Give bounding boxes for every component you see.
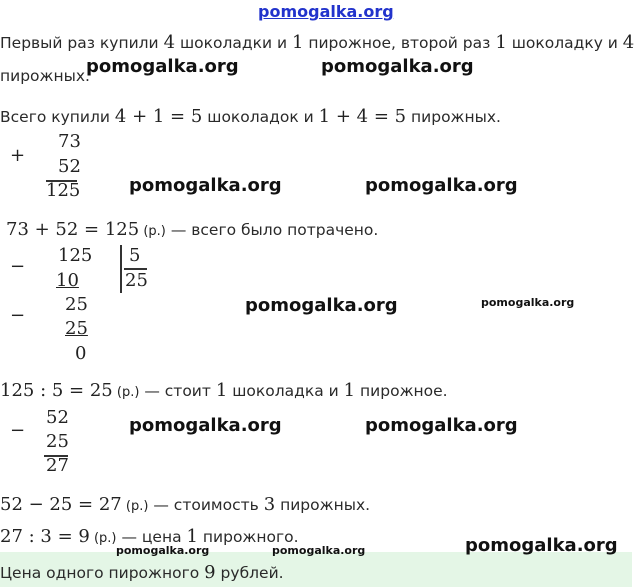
unit-label: (р.) [139, 224, 166, 239]
minus-sign: − [10, 305, 26, 326]
remainder-step: 25 [65, 294, 88, 315]
subtraction-text: — стоимость [148, 496, 264, 514]
minus-sign: − [10, 420, 26, 441]
math-number: 9 [204, 562, 216, 583]
unit-label: (р.) [112, 385, 140, 400]
difference: 27 [46, 455, 69, 476]
intro-text: шоколадки и [175, 34, 292, 52]
minus-sign: − [10, 256, 26, 277]
partial-subtrahend: 25 [65, 318, 88, 339]
division-bar [120, 245, 122, 293]
intro-line-2: пирожных. [0, 67, 90, 85]
watermark: pomogalka.org [365, 415, 518, 436]
intro-line-1 [0, 32, 634, 53]
division-text: пирожное. [355, 382, 448, 400]
price-text: пирожного. [197, 528, 299, 546]
math-expression: 73 + 52 = 125 [6, 219, 140, 240]
watermark: pomogalka.org [86, 56, 239, 77]
answer-text: Цена одного пирожного [0, 564, 205, 582]
minuend: 52 [46, 407, 69, 428]
watermark-small: pomogalka.org [272, 544, 366, 557]
addend-top: 73 [58, 131, 81, 152]
math-expression: 1 + 4 = 5 [318, 106, 407, 127]
sum-result: 125 [46, 180, 81, 201]
math-expression: 4 + 1 = 5 [114, 106, 203, 127]
watermark: pomogalka.org [465, 535, 618, 556]
sum-line [6, 219, 378, 240]
watermark: pomogalka.org [129, 415, 282, 436]
watermark-small: pomogalka.org [481, 296, 575, 309]
total-text: Всего купили [0, 108, 115, 126]
subtraction-text: пирожных. [275, 496, 371, 514]
quotient: 25 [125, 270, 148, 291]
math-number: 1 [215, 380, 228, 401]
math-number: 4 [622, 32, 634, 53]
unit-label: (р.) [121, 499, 149, 514]
answer-line [0, 562, 284, 583]
subtrahend: 25 [46, 431, 69, 452]
math-expression: 27 : 3 = 9 [0, 526, 90, 547]
division-text: шоколадка и [227, 382, 344, 400]
answer-text: рублей. [215, 564, 284, 582]
watermark: pomogalka.org [245, 295, 398, 316]
divisor: 5 [129, 245, 141, 266]
remainder-final: 0 [75, 343, 87, 364]
addend-bottom: 52 [58, 156, 81, 177]
intro-text: пирожное, второй раз [303, 34, 496, 52]
unit-label: (р.) [89, 531, 117, 546]
math-expression: 52 − 25 = 27 [0, 494, 122, 515]
math-expression: 125 : 5 = 25 [0, 380, 113, 401]
watermark: pomogalka.org [321, 56, 474, 77]
dividend: 125 [58, 245, 93, 266]
total-line [0, 106, 501, 127]
math-number: 1 [186, 526, 198, 547]
math-number: 3 [263, 494, 276, 515]
sum-text: — всего было потрачено. [165, 221, 379, 239]
math-number: 1 [343, 380, 356, 401]
subtraction-line [0, 494, 370, 515]
division-text: — стоит [139, 382, 216, 400]
intro-text: шоколадку и [506, 34, 623, 52]
division-line [0, 380, 448, 401]
watermark: pomogalka.org [129, 175, 282, 196]
plus-sign: + [10, 145, 26, 166]
math-number: 1 [495, 32, 507, 53]
math-number: 1 [291, 32, 304, 53]
intro-text: Первый раз купили [0, 34, 164, 52]
watermark-top[interactable]: pomogalka.org [258, 2, 394, 21]
price-text: — цена [116, 528, 187, 546]
watermark-small: pomogalka.org [116, 544, 210, 557]
total-text: шоколадок и [202, 108, 319, 126]
total-text: пирожных. [406, 108, 501, 126]
watermark: pomogalka.org [365, 175, 518, 196]
partial-subtrahend: 10 [56, 270, 79, 291]
math-number: 4 [163, 32, 176, 53]
